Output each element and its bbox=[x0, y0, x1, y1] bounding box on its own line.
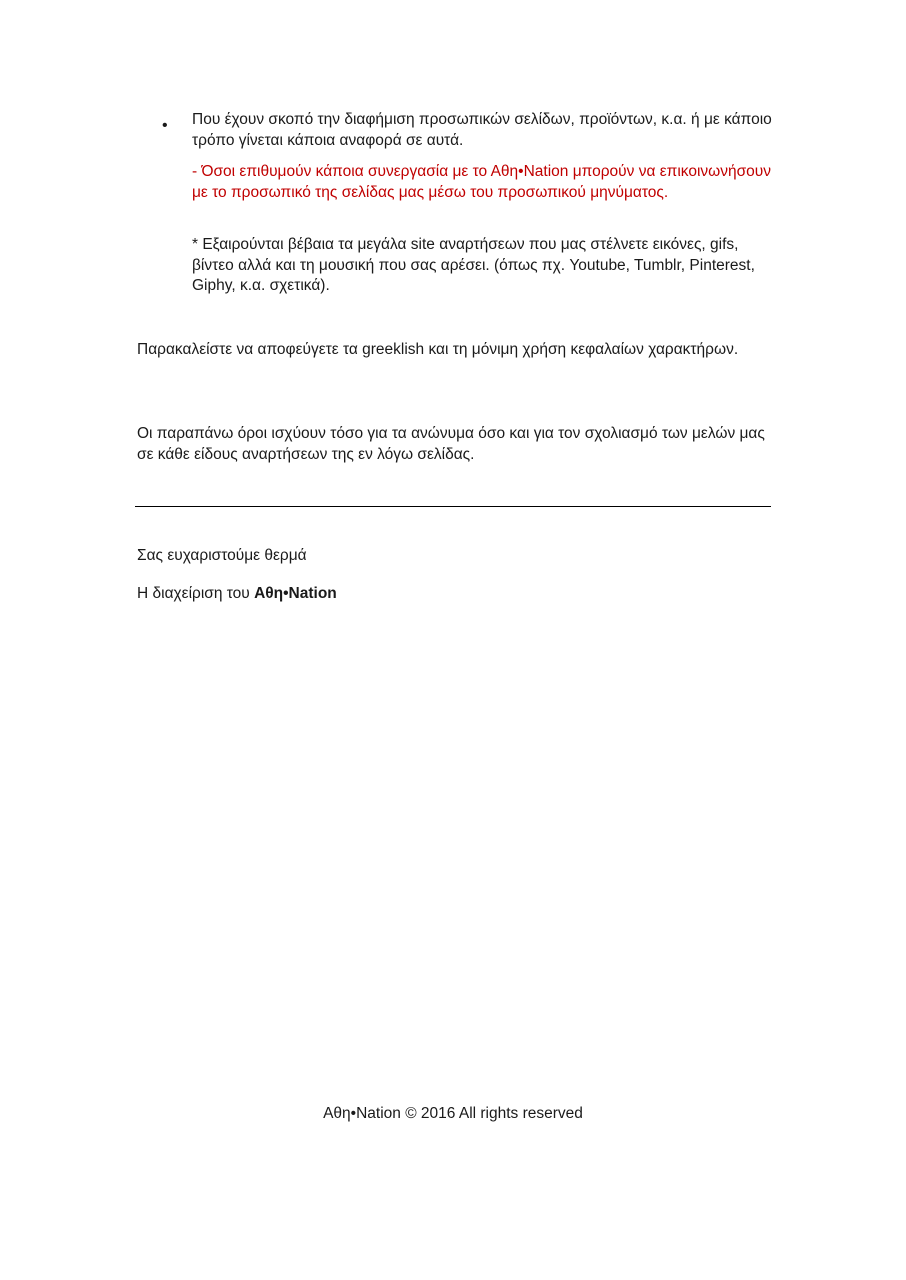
signature-prefix: Η διαχείριση του bbox=[137, 585, 250, 602]
cooperation-note: - Όσοι επιθυμούν κάποια συνεργασία με το Αθη•Nation μπορούν να επικοινωνήσουν με το προσωπικό της σελίδας μας μέσω του προσωπικού μηνύματος. bbox=[192, 163, 772, 201]
signature-line bbox=[137, 584, 777, 605]
greeklish-note: Παρακαλείστε να αποφεύγετε τα greeklish και τη μόνιμη χρήση κεφαλαίων χαρακτήρων. bbox=[137, 341, 739, 358]
signature-brand: Αθη•Nation bbox=[254, 585, 337, 602]
horizontal-divider bbox=[135, 506, 771, 507]
bullet-item-text: Που έχουν σκοπό την διαφήμιση προσωπικών σελίδων, προϊόντων, κ.α. ή με κάποιο τρόπο γίνεται κάποια αναφορά σε αυτά. bbox=[192, 111, 772, 149]
page-footer: Αθη•Nation © 2016 All rights reserved bbox=[323, 1105, 583, 1122]
terms-scope-paragraph: Οι παραπάνω όροι ισχύουν τόσο για τα ανώνυμα όσο και για τον σχολιασμό των μελών μας σε κάθε είδους αναρτήσεων της εν λόγω σελίδας. bbox=[137, 425, 765, 463]
exception-note: * Εξαιρούνται βέβαια τα μεγάλα site αναρτήσεων που μας στέλνετε εικόνες, gifs, βίντεο αλλά και τη μουσική που σας αρέσει. (όπως πχ. Youtube, Tumblr, Pinterest, Giphy, κ.α. σχετικά). bbox=[192, 236, 755, 294]
thanks-text: Σας ευχαριστούμε θερμά bbox=[137, 547, 307, 564]
bullet-dot-icon: • bbox=[162, 117, 168, 134]
